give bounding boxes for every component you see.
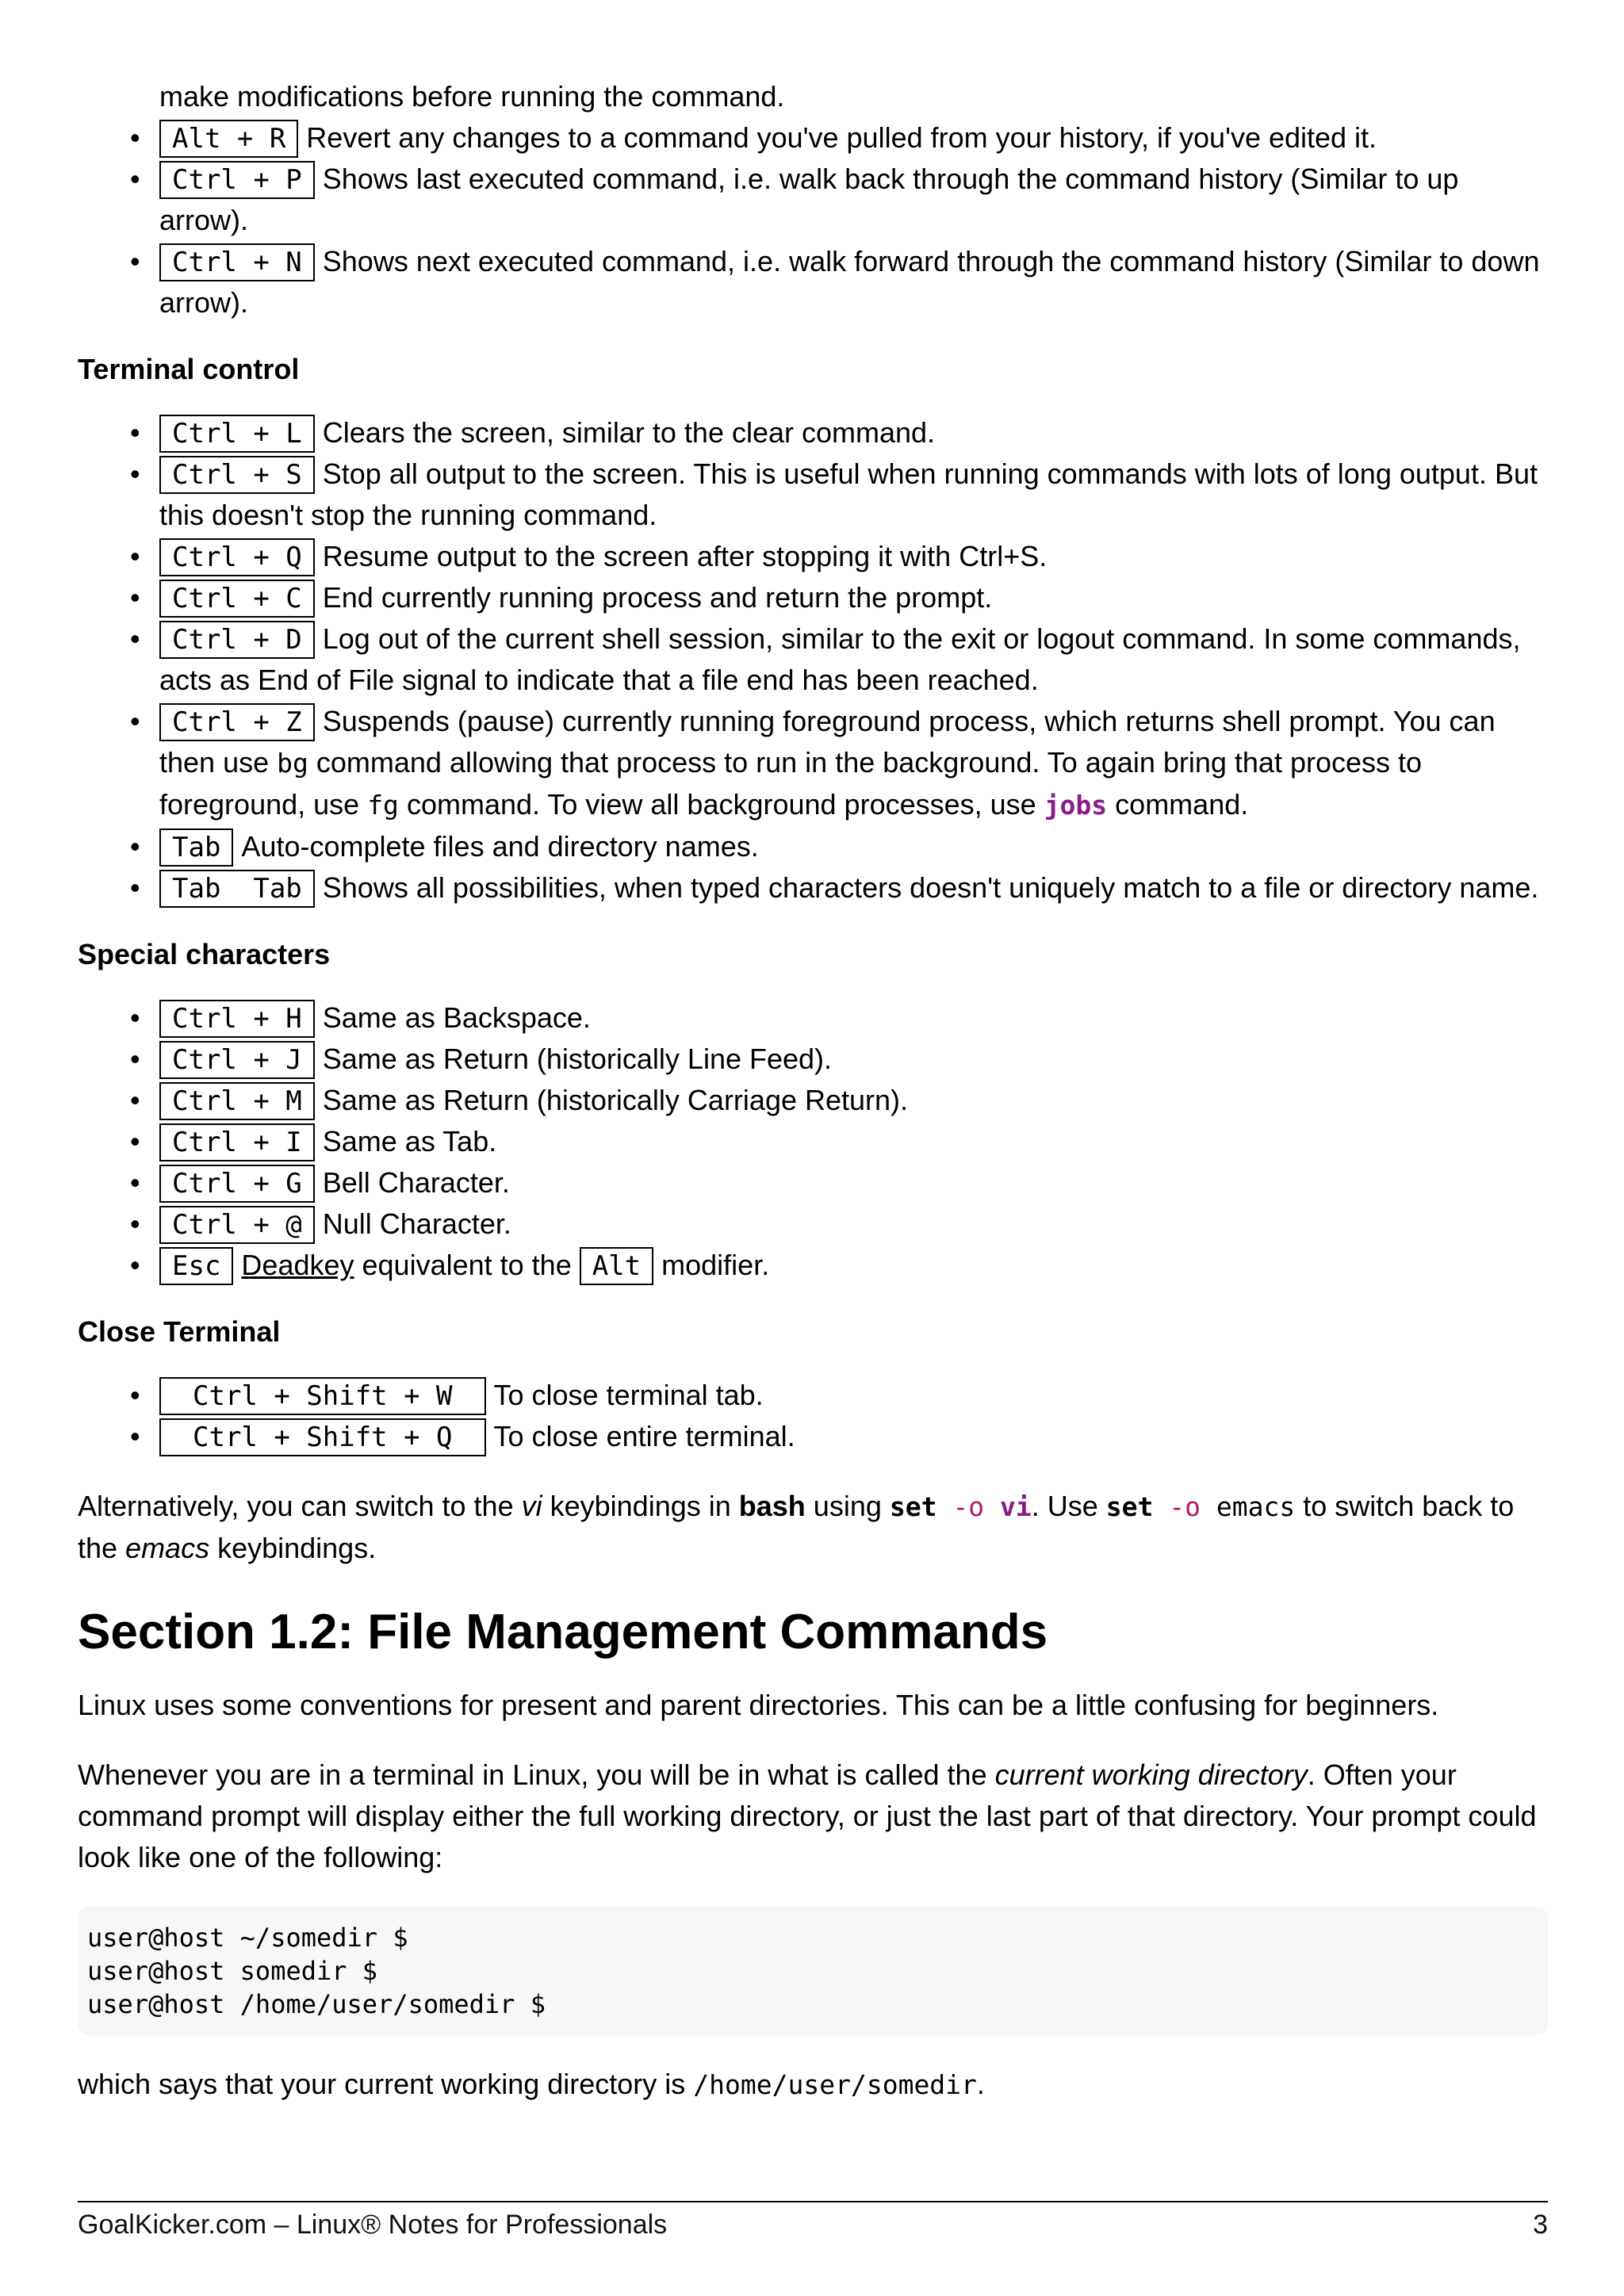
bullet-icon: • [130, 1001, 140, 1034]
key-description: Auto-complete files and directory names. [241, 830, 759, 863]
key-description: Log out of the current shell session, similar to the exit or logout command. In some commands, acts as End of File signal to indicate that a file end has been reached. [159, 622, 1521, 696]
key-combo: Tab [159, 828, 233, 867]
key-combo: Ctrl + S [159, 456, 315, 494]
footer-source: GoalKicker.com – Linux® Notes for Professionals [78, 2210, 668, 2240]
section-paragraph-3 [78, 2064, 1548, 2106]
code-line: user@host /home/user/somedir $ [87, 1989, 546, 2019]
history-shortcuts-list [78, 117, 1548, 323]
code-option: -o [1153, 1491, 1216, 1522]
section-title: Section 1.2: File Management Commands [78, 1605, 1048, 1659]
key-description: Shows next executed command, i.e. walk forward through the command history (Similar to down arrow). [159, 245, 1540, 319]
key-description: Same as Tab. [322, 1125, 497, 1158]
desc-text: Suspends (pause) currently running foreground process, which returns shell prompt. You can then use [159, 705, 1496, 779]
key-description: Stop all output to the screen. This is useful when running commands with lots of long output. But this doesn't stop the running command. [159, 457, 1538, 531]
bullet-icon: • [130, 540, 140, 572]
inline-code-fg: fg [367, 790, 399, 821]
inline-code-path: /home/user/somedir [693, 2069, 977, 2100]
key-description: Null Character. [322, 1207, 511, 1240]
text: keybindings. [209, 1532, 377, 1564]
list-item [78, 1162, 1548, 1203]
key-combo: Ctrl + J [159, 1041, 315, 1079]
key-combo: Ctrl + P [159, 161, 315, 199]
list-item [78, 701, 1548, 826]
list-item [78, 826, 1548, 867]
deadkey-link[interactable]: Deadkey [241, 1249, 354, 1281]
key-description: To close entire terminal. [493, 1420, 795, 1452]
bullet-icon: • [130, 1043, 140, 1075]
key-combo: Ctrl + @ [159, 1206, 315, 1244]
key-description: End currently running process and return the prompt. [322, 581, 993, 614]
key-description: Shows all possibilities, when typed characters doesn't uniquely match to a file or directory name. [322, 871, 1539, 904]
code-line: user@host somedir $ [87, 1956, 378, 1986]
special-characters-list [78, 997, 1548, 1286]
text: . [976, 2068, 985, 2100]
list-item [78, 618, 1548, 701]
text: using [805, 1490, 890, 1522]
key-description: Shows last executed command, i.e. walk back through the command history (Similar to up arrow). [159, 163, 1459, 236]
heading-terminal-control: Terminal control [78, 353, 300, 385]
bullet-icon: • [130, 1249, 140, 1281]
list-item [78, 1080, 1548, 1121]
key-combo: Ctrl + L [159, 415, 315, 453]
key-combo: Ctrl + I [159, 1123, 315, 1161]
key-description: Resume output to the screen after stopping it with Ctrl+S. [322, 540, 1048, 572]
italic-vi: vi [521, 1490, 542, 1522]
key-description: Same as Return (historically Carriage Return). [322, 1084, 909, 1116]
bullet-icon: • [130, 245, 140, 277]
bullet-icon: • [130, 830, 140, 863]
bullet-icon: • [130, 163, 140, 195]
key-combo: Ctrl + Z [159, 703, 315, 741]
italic-cwd: current working directory [994, 1758, 1308, 1791]
list-item [78, 159, 1548, 241]
key-combo: Ctrl + H [159, 1000, 315, 1038]
list-item [78, 1039, 1548, 1080]
bullet-icon: • [130, 1379, 140, 1411]
list-item [78, 117, 1548, 159]
heading-close-terminal: Close Terminal [78, 1315, 281, 1348]
intro-continuation: make modifications before running the command. [159, 80, 785, 113]
bullet-icon: • [130, 871, 140, 904]
bullet-icon: • [130, 1420, 140, 1452]
bullet-icon: • [130, 1166, 140, 1199]
text: . Use [1031, 1490, 1106, 1522]
bullet-icon: • [130, 121, 140, 154]
bullet-icon: • [130, 1125, 140, 1158]
desc-text: command. [1107, 788, 1249, 821]
italic-emacs: emacs [125, 1532, 210, 1564]
key-description: Same as Return (historically Line Feed). [322, 1043, 833, 1075]
desc-text: command. To view all background processes, use [398, 788, 1044, 821]
desc-text: equivalent to the [354, 1249, 580, 1281]
list-item [78, 1245, 1548, 1286]
list-item [78, 997, 1548, 1039]
key-combo: Ctrl + M [159, 1082, 315, 1120]
terminal-control-list [78, 412, 1548, 909]
list-item [78, 1121, 1548, 1162]
text: Whenever you are in a terminal in Linux, you will be in what is called the [78, 1758, 995, 1791]
list-item [78, 241, 1548, 323]
inline-code-jobs: jobs [1044, 790, 1108, 821]
keybindings-paragraph [78, 1486, 1548, 1569]
list-item [78, 1203, 1548, 1245]
bullet-icon: • [130, 622, 140, 655]
text: keybindings in [542, 1490, 739, 1522]
key-combo: Alt [580, 1247, 653, 1285]
bullet-icon: • [130, 416, 140, 449]
bullet-icon: • [130, 1084, 140, 1116]
key-combo: Ctrl + N [159, 243, 315, 281]
list-item [78, 412, 1548, 453]
text: Alternatively, you can switch to the [78, 1490, 522, 1522]
key-combo: Esc [159, 1247, 233, 1285]
list-item [78, 536, 1548, 577]
code-emacs: emacs [1216, 1491, 1296, 1522]
key-combo: Alt + R [159, 120, 298, 158]
key-combo: Ctrl + Shift + W [159, 1377, 486, 1415]
heading-special-characters: Special characters [78, 938, 331, 970]
text: to switch back to the [78, 1490, 1515, 1564]
bullet-icon: • [130, 1207, 140, 1240]
bold-bash: bash [738, 1490, 806, 1522]
code-block [78, 1907, 1548, 2035]
page-number: 3 [1533, 2210, 1548, 2240]
close-terminal-list [78, 1375, 1548, 1457]
bullet-icon: • [130, 581, 140, 614]
code-option: -o [936, 1491, 1000, 1522]
key-combo: Ctrl + G [159, 1165, 315, 1203]
code-vi: vi [999, 1491, 1032, 1522]
key-description: To close terminal tab. [493, 1379, 764, 1411]
inline-code-bg: bg [277, 748, 308, 779]
key-combo: Ctrl + Shift + Q [159, 1418, 486, 1456]
list-item [78, 577, 1548, 618]
text: . Often your command prompt will display either the full working directory, or just the last part of that directory. Your prompt could look like one of the following: [78, 1758, 1537, 1873]
desc-text: modifier. [653, 1249, 770, 1281]
page-footer [78, 2201, 1548, 2247]
bullet-icon: • [130, 457, 140, 490]
list-item [78, 867, 1548, 909]
key-combo: Tab Tab [159, 870, 315, 908]
key-combo: Ctrl + C [159, 580, 315, 618]
page-content [78, 76, 1548, 2106]
section-paragraph-2 [78, 1755, 1548, 1878]
code-line: user@host ~/somedir $ [87, 1923, 408, 1953]
key-combo: Ctrl + Q [159, 538, 315, 576]
section-paragraph-1: Linux uses some conventions for present and parent directories. This can be a little confusing for beginners. [78, 1689, 1439, 1721]
list-item [78, 1416, 1548, 1457]
list-item [78, 1375, 1548, 1416]
desc-text: command allowing that process to run in the background. To again bring that process to foreground, use [159, 746, 1423, 821]
text: which says that your current working directory is [78, 2068, 694, 2100]
key-description: Revert any changes to a command you've pulled from your history, if you've edited it. [306, 121, 1377, 154]
key-description [159, 705, 1496, 821]
key-description: Bell Character. [322, 1166, 510, 1199]
key-description: Same as Backspace. [322, 1001, 591, 1034]
key-description: Clears the screen, similar to the clear command. [322, 416, 936, 449]
code-set: set [1105, 1491, 1154, 1522]
key-combo: Ctrl + D [159, 621, 315, 659]
bullet-icon: • [130, 705, 140, 737]
code-set: set [889, 1491, 937, 1522]
list-item [78, 453, 1548, 536]
